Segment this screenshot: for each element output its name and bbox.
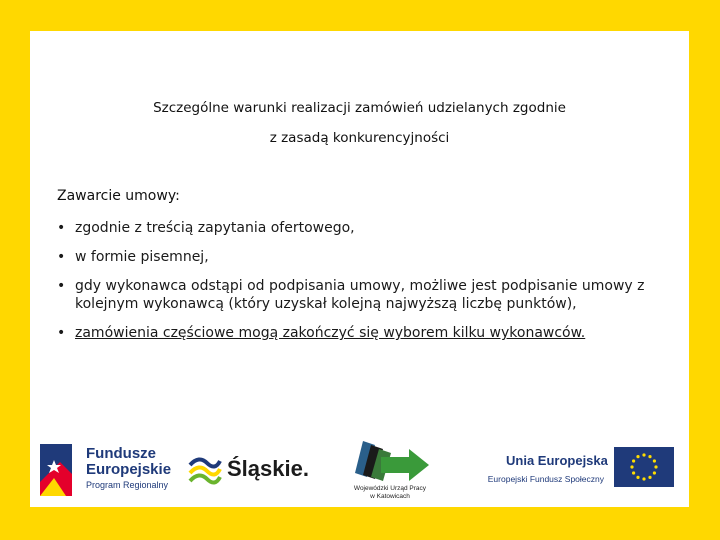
slide-title-line2: z zasadą konkurencyjności	[269, 130, 450, 146]
ue-title: Unia Europejska	[506, 453, 608, 468]
bullet-item	[57, 219, 677, 237]
bullet-item	[57, 277, 677, 313]
bullet-text: w formie pisemnej,	[75, 249, 209, 265]
bullet-list	[57, 219, 677, 353]
unia-europejska-logo	[476, 447, 686, 497]
wup-arrow-icon	[345, 435, 435, 485]
bullet-dot-icon: •	[57, 325, 66, 341]
bullet-text: zamówienia częściowe mogą zakończyć się wyborem kilku wykonawców.	[75, 325, 586, 341]
bullet-dot-icon: •	[57, 220, 66, 236]
bullet-item	[57, 324, 677, 342]
fundusze-europejskie-logo	[36, 442, 176, 498]
bullet-text: gdy wykonawca odstąpi od podpisania umowy, możliwe jest podpisanie umowy z kolejnym wykonawcą (który uzyskał kolejną najwyższą liczbę punktów),	[75, 278, 645, 312]
fundusze-line2: Europejskie	[86, 461, 172, 478]
fundusze-emblem-icon	[36, 442, 80, 498]
bullet-dot-icon: •	[57, 249, 66, 265]
eu-flag-icon	[614, 447, 674, 487]
slide	[30, 31, 689, 507]
wup-katowice-logo	[345, 435, 435, 507]
slaskie-logo	[187, 453, 317, 493]
bullet-item	[57, 248, 677, 266]
fundusze-subtitle: Program Regionalny	[86, 480, 169, 490]
logo-strip	[30, 433, 689, 507]
slide-title-line1: Szczególne warunki realizacji zamówień udzielanych zgodnie	[153, 100, 566, 116]
wup-line1: Wojewódzki Urząd Pracy	[353, 485, 427, 492]
bullet-dot-icon: •	[57, 278, 66, 294]
ue-subtitle: Europejski Fundusz Społeczny	[487, 474, 604, 484]
wup-line2: w Katowicach	[370, 493, 410, 500]
section-heading: Zawarcie umowy:	[57, 188, 180, 204]
fundusze-line1: Fundusze	[86, 445, 156, 462]
slaskie-wave-icon	[187, 453, 223, 489]
bullet-text: zgodnie z treścią zapytania ofertowego,	[75, 220, 355, 236]
slaskie-wordmark: Śląskie.	[227, 456, 309, 481]
